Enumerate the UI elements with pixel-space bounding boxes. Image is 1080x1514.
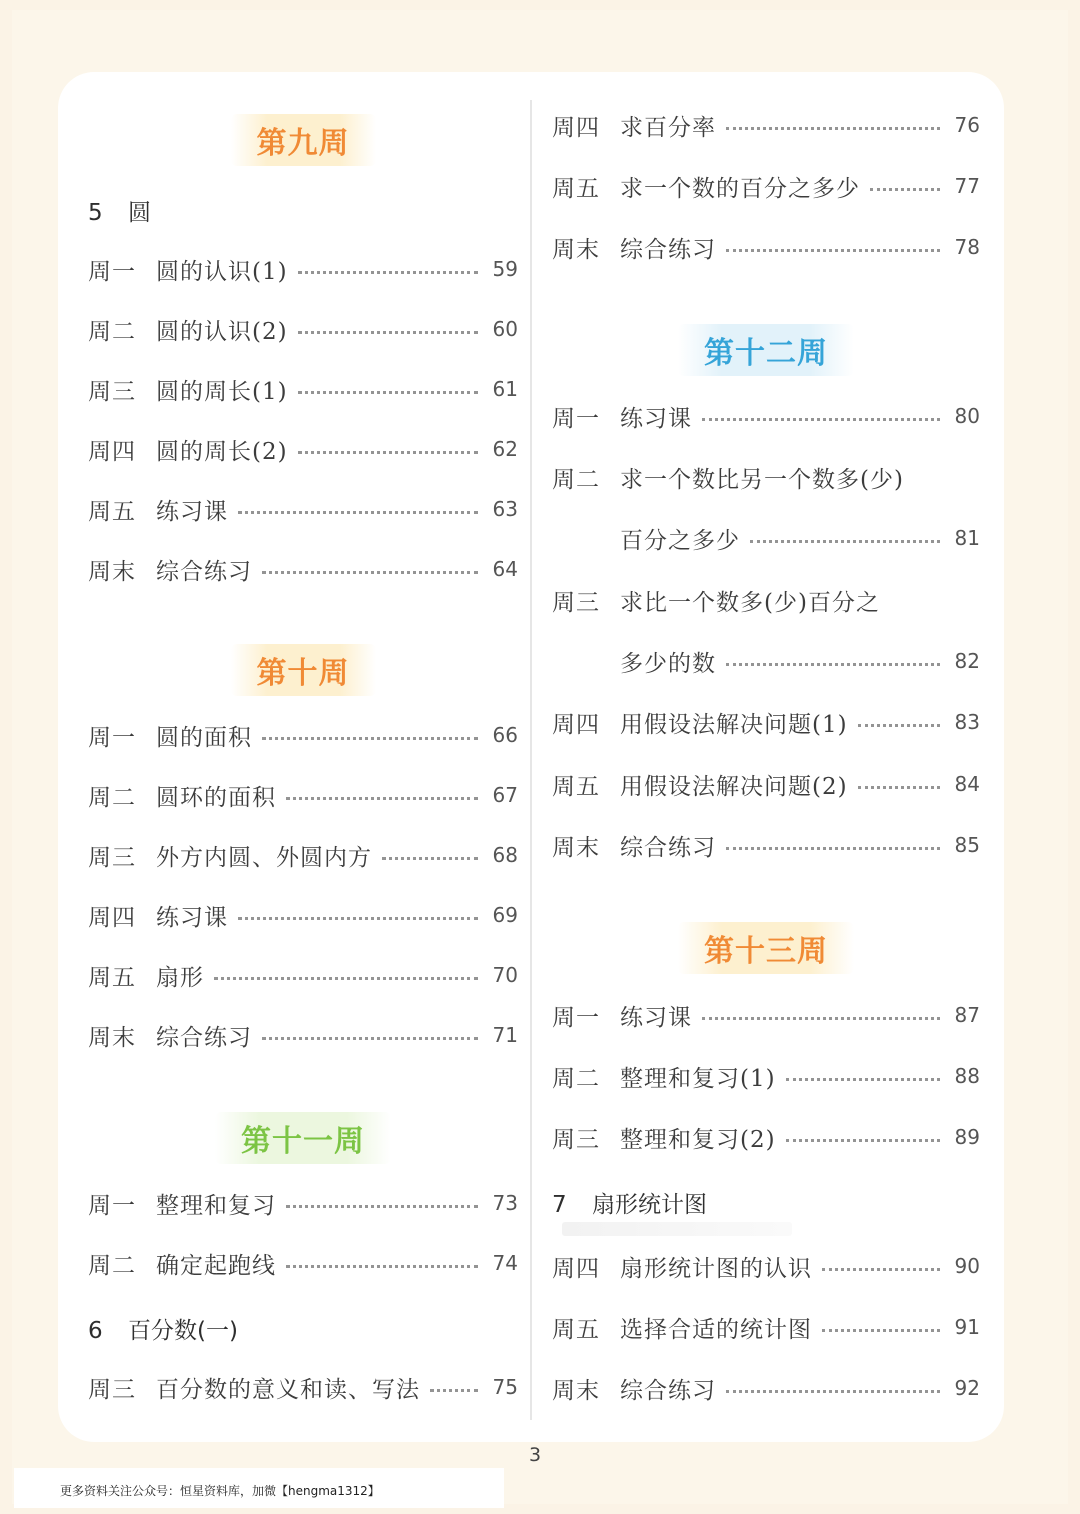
toc-entry[interactable]: 周二 整理和复习(1) 88 [552,1064,980,1092]
toc-entry[interactable]: 周末 综合练习 92 [552,1376,980,1404]
toc-entry[interactable]: 周一 圆的认识(1) 59 [88,257,518,285]
week-heading: 第十二周 [552,324,980,376]
unit-heading: 7 扇形统计图 [552,1192,707,1218]
column-divider [530,100,532,1420]
toc-entry[interactable]: 周四 用假设法解决问题(1) 83 [552,710,980,738]
toc-entry[interactable]: 周五 选择合适的统计图 91 [552,1315,980,1343]
toc-entry[interactable]: 周末 综合练习 78 [552,235,980,263]
toc-entry[interactable]: 周五 练习课 63 [88,497,518,525]
toc-entry[interactable]: 周四 练习课 69 [88,903,518,931]
toc-entry[interactable]: 周五 扇形 70 [88,963,518,991]
toc-entry[interactable]: 周四 圆的周长(2) 62 [88,437,518,465]
toc-entry[interactable]: 周四 扇形统计图的认识 90 [552,1254,980,1282]
toc-entry[interactable]: 周一 练习课 87 [552,1003,980,1031]
toc-entry[interactable]: 周四 求百分率 76 [552,113,980,141]
toc-entry[interactable]: 周五 求一个数的百分之多少 77 [552,174,980,202]
toc-entry[interactable]: 周一 练习课 80 [552,404,980,432]
unit-heading: 5 圆 [88,200,151,226]
week-heading: 第十三周 [552,922,980,974]
footer-note: 更多资料关注公众号：恒星资料库，加微【hengma1312】 [14,1468,504,1508]
toc-entry-continuation[interactable]: 多少的数 82 [620,649,980,677]
toc-entry[interactable]: 周末 综合练习 85 [552,833,980,861]
toc-entry[interactable]: 周二 圆的认识(2) 60 [88,317,518,345]
toc-entry[interactable]: 周二 确定起跑线 74 [88,1251,518,1279]
page-number: 3 [528,1444,542,1466]
toc-entry[interactable]: 周一 整理和复习 73 [88,1191,518,1219]
toc-entry[interactable]: 周一 圆的面积 66 [88,723,518,751]
week-heading: 第十周 [88,644,518,696]
toc-entry[interactable]: 周五 用假设法解决问题(2) 84 [552,772,980,800]
week-heading: 第十一周 [88,1112,518,1164]
toc-entry[interactable]: 周三 外方内圆、外圆内方 68 [88,843,518,871]
week-heading: 第九周 [88,114,518,166]
toc-entry[interactable]: 周三 求比一个数多(少)百分之 [552,589,880,616]
scan-smudge [562,1222,792,1236]
toc-entry[interactable]: 周三 百分数的意义和读、写法 75 [88,1375,518,1403]
unit-heading: 6 百分数(一) [88,1318,238,1344]
toc-entry[interactable]: 周二 求一个数比另一个数多(少) [552,466,904,493]
toc-entry[interactable]: 周三 整理和复习(2) 89 [552,1125,980,1153]
toc-entry[interactable]: 周末 综合练习 71 [88,1023,518,1051]
toc-entry[interactable]: 周末 综合练习 64 [88,557,518,585]
toc-entry[interactable]: 周二 圆环的面积 67 [88,783,518,811]
toc-entry[interactable]: 周三 圆的周长(1) 61 [88,377,518,405]
toc-entry-continuation[interactable]: 百分之多少 81 [620,526,980,554]
